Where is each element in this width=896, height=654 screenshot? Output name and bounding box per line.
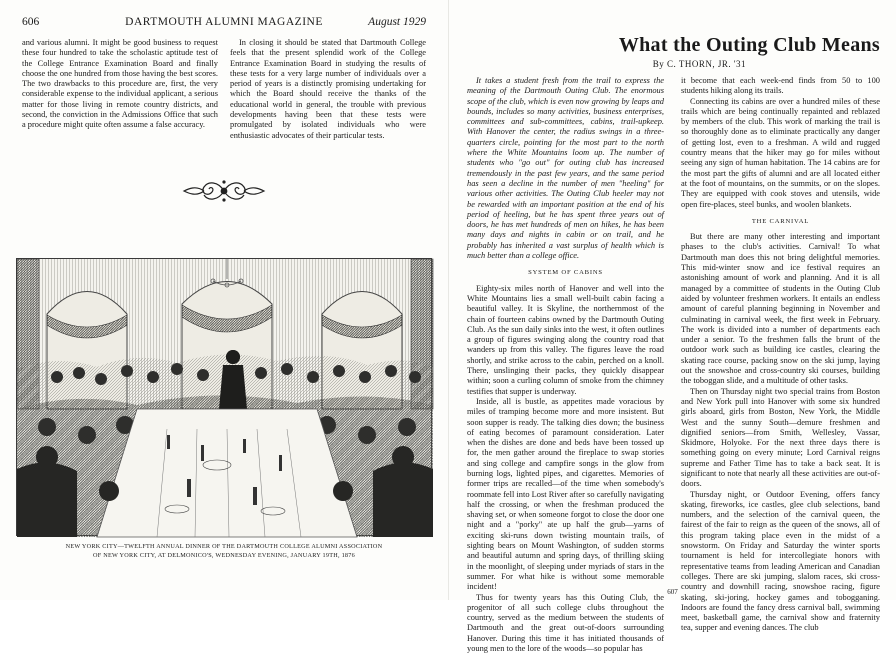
left-col1-paragraph: and various alumni. It might be good business to request these four hundred to take the scholastic aptitude test of the College Entrance Examination Board and finally choose the one hundred from those having the best scores. The two drawbacks to this procedure are, first, the very considerable expense to the individual applicant, a serious matter for those living in remote country districts, and second, the conviction in the Admissions Office that such a procedure might quite often assume a false accuracy.	[22, 38, 218, 130]
fleuron-ornament-icon	[182, 175, 266, 207]
article-paragraph: it become that each week-end finds from 50 to 100 students hiking along its trails.	[681, 76, 880, 96]
article-paragraph: Thursday night, or Outdoor Evening, offers fancy skating, fireworks, ice castles, glee club selections, band numbers, and the selection of the carnival queen, the fairest of the fair to reign as the queen of the snows, all of this program taking place even in the midst of a snowstorm. On Friday and Saturday the winter sports tournament is held for intercollegiate honors with representative teams from leading American and Canadian colleges. There are ski jumping, slalom races, ski cross-country and downhill racing, snowshoe racing, figure skating, ski-joring, hockey games and tobogganing. Indoors are found the fancy dress carnival ball, swimming meet, basketball game, the carnival show and fraternity tea, supper and evening dances. The club	[681, 489, 880, 633]
right-column-1	[467, 76, 664, 654]
left-column-2	[230, 38, 426, 140]
caption-line-2: OF NEW YORK CITY, AT DELMONICO'S, WEDNESDAY EVENING, JANUARY 19TH, 1876	[93, 551, 355, 559]
magazine-title: DARTMOUTH ALUMNI MAGAZINE	[125, 16, 323, 28]
left-col2-paragraph: In closing it should be stated that Dartmouth College feels that the present splendid work of the College Entrance Examination Board in studying the results of these tests for a very large number of individuals over a period of years is a distinctly promising undertaking for which the Board should receive the thanks of the educational world in general, the trouble with previous developments having been that these tests were promulgated by isolated individuals who were enthusiastic advocates of their particular tests.	[230, 38, 426, 140]
subhead-system-of-cabins: SYSTEM OF CABINS	[528, 269, 603, 277]
article-paragraph: Then on Thursday night two special trains from Boston and New York pull into Hanover with some six hundred girls aboard, girls from Boston, New York, the Middle West and the sunny South—demure freshmen and dignified seniors—from Smith, Wellesley, Vassar, Skidmore, Holyoke. For the next three days there is something going on every minute; Lord Carnival reigns supreme and Father Time has to take a back seat. It is significant to note that nearly all these activities are out-of-doors.	[681, 386, 880, 489]
article-lead: It takes a student fresh from the trail to express the meaning of the Dartmouth Outing Club. The enormous scope of the club, which is even now growing by leaps and bounds, includes so many activities, business enterprises, committees and sub-committees, cabins, trail-upkeep. With Hanover the center, the radius swings in a three-quarters circle, pointing for the most part to the north where the White Mountains loom up. The number of students who "go out" for outing club has increased tremendously in the past few years, and the same period has seen a decline in the number of men "heeling" for various other activities. The Outing Club heeler may not be rewarded with an important position at the end of his period of heeling, but he has spent three years out of doors, he has met hundreds of men on hikes, he has been many days and nights in cabin or on trail, and he probably has inherited a vast surplus of health which is much better than a college office.	[467, 76, 664, 261]
article-paragraph: Inside, all is bustle, as appetites made voracious by miles of tramping become more and more insistent. But soon supper is ready. The talking dies down; the business of eating becomes of paramount consideration. Later when the dishes are done and beds have been tossed up for, the men gather around the fireplace to swap stories and sing college and campfire songs in the glow from burning logs, lighted pipes, and cigarettes. Memories of former trips are recalled—of the time when somebody's roommate fell into Lost River after so carefully navigating half the crossing, or when the freshman produced the shaving set, or when someone forgot to close the door one night and a "porky" ate up half the grub—yarns of exciting ski-runs down twisting mountain trails, of sighting bears on Mount Washington, of sudden storms and beautiful autumn and spring days, of thrilling skiing in the moonlight, of sleeping under myriads of stars in the summer. For what hike is without some memorable incident!	[467, 396, 664, 592]
right-column-2	[681, 76, 880, 633]
article-title: What the Outing Club Means	[618, 34, 880, 56]
article-paragraph: Thus for twenty years has this Outing Club, the progenitor of all such college clubs throughout the country, served as the medium between the students of Dartmouth and the great out-of-doors surrounding Hanover. During this time it has initiated thousands of young men to the lore of the woods—so popular has	[467, 592, 664, 654]
subhead-the-carnival: THE CARNIVAL	[751, 217, 810, 225]
article-paragraph: Eighty-six miles north of Hanover and well into the White Mountains lies a small well-built cabin facing a beautiful valley. It is Skyline, the northernmost of the chain of fourteen cabins owned by the Dartmouth Outing Club. As the sun daily sinks into the west, it often outlines a group of figures swinging along the country road that wanders up from this valley. The figures leave the road shortly, and strike across to the cabin, perched on a knoll. There, unslinging their packs, they quickly disappear within; soon a curling column of smoke from the chimney testifies that supper is underway.	[467, 283, 664, 396]
page-number-right: 607	[667, 588, 678, 596]
page-number-left: 606	[22, 16, 40, 28]
banquet-engraving-icon	[16, 258, 432, 536]
issue-date: August 1929	[368, 16, 426, 28]
illustration-caption	[22, 543, 426, 560]
left-column-1	[22, 38, 218, 130]
right-page	[448, 0, 896, 654]
caption-line-1: NEW YORK CITY—TWELFTH ANNUAL DINNER OF THE DARTMOUTH COLLEGE ALUMNI ASSOCIATION	[65, 543, 383, 550]
left-page	[0, 0, 448, 600]
article-paragraph: But there are many other interesting and important phases to the club's activities. Carnival! To what Dartmouth man does this not bring delightful memories. This mid-winter snow and ice festival requires an astonishing amount of work and planning. And it is all managed by a committee of students in the Outing Club aided by volunteer freshmen workers. It entails an endless amount of careful planning beginning in November and culminating in carnival week, the first week in February. The work is divided into a number of departments each under a senior. To the freshmen falls the brunt of the outdoor work such as building ice castles, clearing the skating race course, packing snow on the ski jump, laying out the snowshoe and cross-country ski courses, building the toboggan slide, and a multitude of other tasks.	[681, 232, 880, 386]
article-byline: By C. THORN, JR. '31	[652, 59, 746, 69]
running-head-left	[22, 16, 426, 32]
article-paragraph: Connecting its cabins are over a hundred miles of these trails which are being continually repainted and reblazed by members of the club. This work of marking the trail is so thoroughly done as to eliminate practically any danger of getting lost, even to a freshman. A wild and rugged country means that the hiker may go for miles without seeing any sign of human habitation. The 14 cabins are for the most part the gifts of alumni and are all located either at the foot of mountains, on the summits, or on the slopes. They are equipped with cook stoves and utensils, wide open fire-places, steel bunks, and woolen blankets.	[681, 96, 880, 209]
